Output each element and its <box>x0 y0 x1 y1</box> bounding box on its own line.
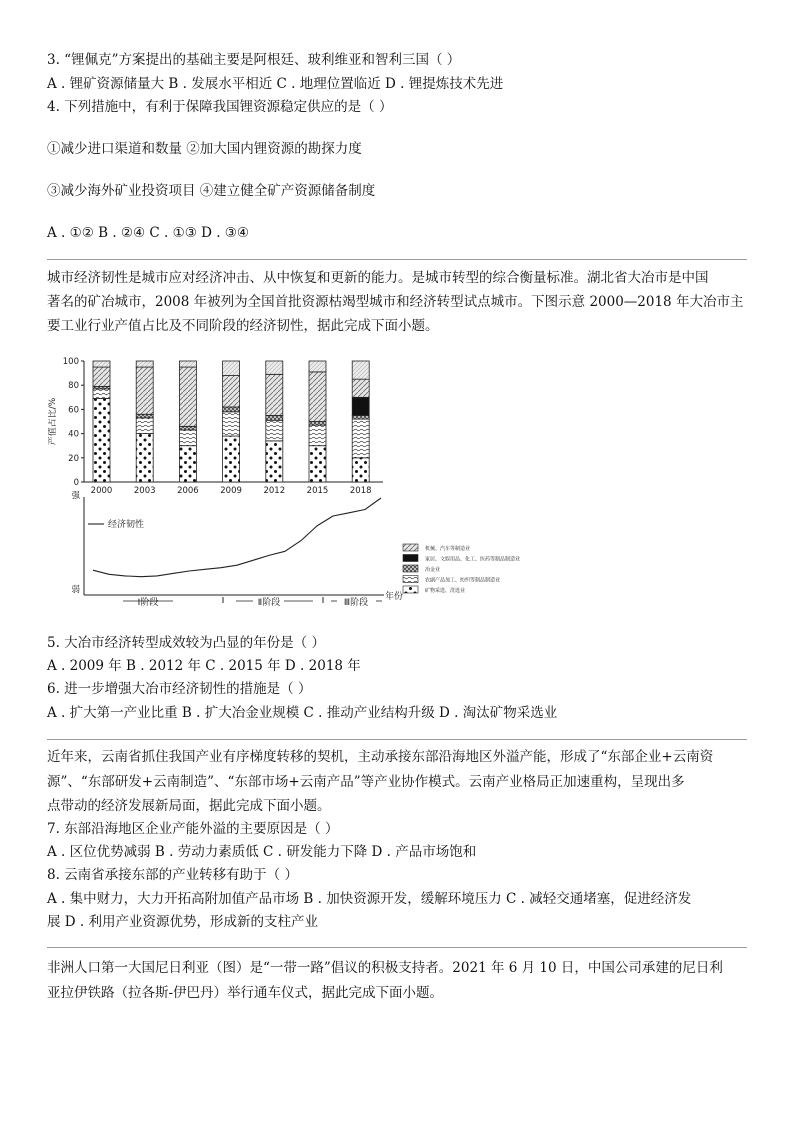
year-tick-label: 2006 <box>177 486 199 496</box>
question-4: 4. 下列措施中，有利于保障我国锂资源稳定供应的是（ ） <box>47 99 393 115</box>
y-tick-label: 100 <box>62 357 79 367</box>
question-4-options: A . ①② B . ②④ C . ①③ D . ③④ <box>47 225 250 241</box>
resilience-line-chart <box>71 490 403 608</box>
question-3: 3. “锂佩克”方案提出的基础主要是阿根廷、玻利维亚和智利三国（ ） <box>47 52 461 68</box>
bar-segment <box>352 397 369 415</box>
section2-intro-line2: 著名的矿冶城市，2008 年被列为全国首批资源枯竭型城市和经济转型试点城市。下图示意 2000—2018 年大冶市主 <box>47 294 744 310</box>
bar-segment <box>136 367 153 414</box>
bar-segment <box>352 361 369 379</box>
year-tick-label: 2012 <box>263 486 286 496</box>
question-5: 5. 大冶市经济转型成效较为凸显的年份是（ ） <box>47 635 325 651</box>
bar-segment <box>223 361 240 376</box>
legend-label: 冶金业 <box>425 567 441 573</box>
bar-segment <box>309 361 326 372</box>
bar-segment <box>136 418 153 434</box>
section3-intro-line3: 点带动的经济发展新局面，据此完成下面小题。 <box>47 798 331 814</box>
legend-swatch <box>403 555 418 562</box>
section-divider <box>47 739 747 740</box>
bar-segment <box>352 379 369 397</box>
bar-segment <box>136 434 153 482</box>
bar-segment <box>179 361 196 367</box>
question-8: 8. 云南省承接东部的产业转移有助于（ ） <box>47 867 298 883</box>
y-tick-label: 0 <box>73 478 79 488</box>
section3-intro-line2: 源”、“东部研发+云南制造”、“东部市场+云南产品”等产业协作模式。云南产业格局正加速重构，呈现出多 <box>47 774 685 790</box>
year-axis-label: 年份 <box>385 592 404 602</box>
section2-intro-line3: 要工业行业产值占比及不同阶段的经济韧性，据此完成下面小题。 <box>47 318 439 334</box>
stage-label: Ⅲ阶段 <box>343 598 369 608</box>
question-7-options: A . 区位优势减弱 B . 劳动力素质低 C . 研发能力下降 D . 产品市场饱和 <box>47 844 477 860</box>
question-6-options: A . 扩大第一产业比重 B . 扩大冶金业规模 C . 推动产业结构升级 D . 淘汰矿物采选业 <box>47 705 558 721</box>
resilience-legend-label: 经济韧性 <box>108 520 145 530</box>
bar-segment <box>93 361 110 367</box>
bar-segment <box>223 436 240 482</box>
bar-segment <box>352 415 369 419</box>
stacked-bars <box>93 361 369 482</box>
bar-segment <box>223 407 240 412</box>
legend-swatch <box>403 576 418 583</box>
y-tick-label: 80 <box>68 381 79 392</box>
section-divider <box>47 259 747 260</box>
year-tick-label: 2015 <box>306 486 329 496</box>
question-3-options: A . 锂矿资源储量大 B . 发展水平相近 C . 地理位置临近 D . 锂提炼技术先进 <box>47 76 504 92</box>
weak-label: 弱 <box>71 585 80 595</box>
question-5-options: A . 2009 年 B . 2012 年 C . 2015 年 D . 2018 年 <box>47 658 361 674</box>
year-tick-label: 2000 <box>90 486 113 496</box>
year-tick-labels <box>91 486 372 496</box>
bar-segment <box>309 422 326 426</box>
figure-svg <box>48 352 568 618</box>
bar-segment <box>179 430 196 446</box>
y-tick-label: 20 <box>68 453 79 464</box>
question-4-items-1: ①减少进口渠道和数量 ②加大国内锂资源的勘探力度 <box>47 141 362 157</box>
section2-intro-line1: 城市经济韧性是城市应对经济冲击、从中恢复和更新的能力。是城市转型的综合衡量标准。湖北省大冶市是中国 <box>47 270 709 286</box>
bar-segment <box>266 420 283 441</box>
legend-swatch <box>403 565 418 572</box>
question-4-items-2: ③减少海外矿业投资项目 ④建立健全矿产资源储备制度 <box>47 183 376 199</box>
section4-intro-line1: 非洲人口第一大国尼日利亚（图）是“一带一路”倡议的积极支持者。2021 年 6 月 10 日，中国公司承建的尼日利 <box>47 960 723 976</box>
industry-resilience-figure <box>48 352 568 618</box>
legend-swatch <box>403 586 418 593</box>
section4-intro-line2: 亚拉伊铁路（拉各斯-伊巴丹）举行通车仪式，据此完成下面小题。 <box>47 985 444 1001</box>
bar-segment <box>352 458 369 482</box>
bar-segment <box>352 419 369 458</box>
section3-intro-line1: 近年来，云南省抓住我国产业有序梯度转移的契机，主动承接东部沿海地区外溢产能，形成了“东部企业+云南资 <box>47 749 714 765</box>
bar-segment <box>179 426 196 430</box>
section-divider <box>47 947 747 948</box>
bar-segment <box>266 415 283 420</box>
question-8-options-2: 展 D . 利用产业资源优势，形成新的支柱产业 <box>47 914 318 930</box>
bar-segment <box>309 446 326 482</box>
bar-segment <box>223 376 240 407</box>
y-tick-label: 40 <box>68 429 79 440</box>
legend-label: 家居、文娱用品、化工、医药等制品制造业 <box>425 556 521 563</box>
bar-segment <box>93 389 110 399</box>
bar-segment <box>266 361 283 374</box>
stage-label: Ⅰ阶段 <box>137 598 159 608</box>
bar-segment <box>136 414 153 418</box>
year-tick-label: 2009 <box>220 486 242 496</box>
legend-label: 农副产品加工、纺织等制品制造业 <box>425 577 501 584</box>
y-tick-label: 60 <box>68 405 79 416</box>
bar-segment <box>93 399 110 482</box>
legend-label: 机械、汽车等制造业 <box>425 546 471 552</box>
bar-segment <box>309 425 326 446</box>
question-8-options-1: A . 集中财力，大力开拓高附加值产品市场 B . 加快资源开发，缓解环境压力 C . 减轻交通堵塞，促进经济发 <box>47 891 692 907</box>
legend-label: 矿物采选、洗选业 <box>425 588 466 594</box>
bar-segment <box>309 372 326 422</box>
industry-legend <box>403 544 520 594</box>
question-6: 6. 进一步增强大冶市经济韧性的措施是（ ） <box>47 681 312 697</box>
bar-segment <box>266 374 283 415</box>
year-tick-label: 2018 <box>349 486 372 496</box>
legend-swatch <box>403 544 418 551</box>
bar-segment <box>136 361 153 367</box>
y-axis-label: 产值占比/% <box>48 397 58 446</box>
bar-segment <box>223 412 240 436</box>
strong-label: 强 <box>71 491 80 501</box>
bar-segment <box>93 367 110 386</box>
question-7: 7. 东部沿海地区企业产能外溢的主要原因是（ ） <box>47 821 339 837</box>
bar-segment <box>179 367 196 426</box>
bar-segment <box>266 441 283 482</box>
stage-label: Ⅱ阶段 <box>257 598 281 608</box>
bar-segment <box>179 446 196 482</box>
year-tick-label: 2003 <box>133 486 156 496</box>
resilience-line <box>93 498 381 577</box>
